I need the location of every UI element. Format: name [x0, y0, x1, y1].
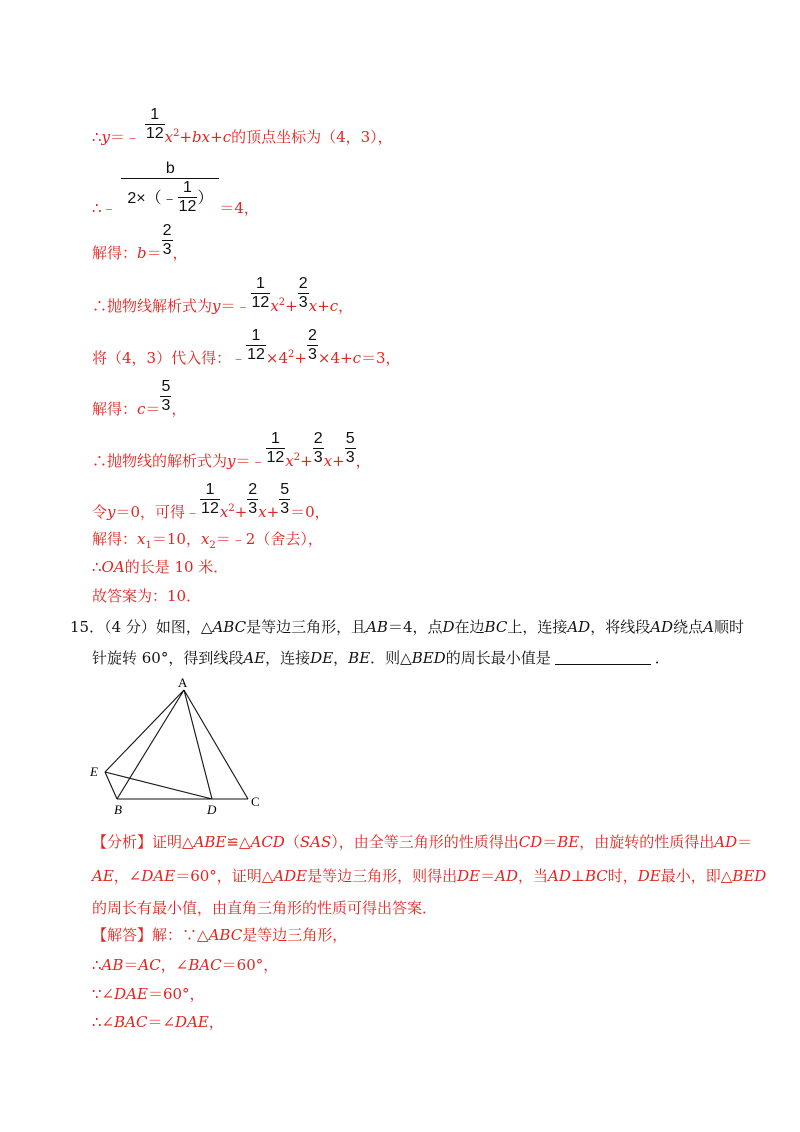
numerator: 2: [307, 327, 317, 344]
var-x: x: [200, 530, 210, 548]
segment-de: [105, 772, 212, 799]
exponent: 2: [293, 452, 301, 463]
text: ，当: [518, 867, 549, 885]
inner-fraction: [178, 179, 198, 216]
answer-line-3: [92, 984, 205, 1004]
denominator: 12: [247, 346, 265, 363]
answer-line-1: [92, 925, 347, 945]
plus: +: [300, 452, 313, 470]
var: BED: [411, 649, 446, 667]
var: ABE: [193, 833, 227, 851]
var: ACD: [250, 833, 285, 851]
term-bx: bx: [192, 128, 211, 146]
var-x: x: [323, 452, 333, 470]
var-x: x: [137, 530, 146, 548]
fraction: [279, 481, 290, 518]
exponent: 2: [228, 503, 235, 514]
text: ∴﹣: [92, 199, 117, 217]
text: ×4+: [317, 349, 353, 367]
text: ＝0，: [290, 503, 330, 521]
var: BE: [557, 833, 580, 851]
var: BAC: [188, 956, 222, 974]
var: BC: [584, 867, 608, 885]
text: 时，: [607, 867, 638, 885]
var: BE: [348, 649, 371, 667]
text: 解得：: [92, 530, 138, 548]
label-b: B: [114, 802, 122, 817]
triangle-figure: [80, 670, 280, 820]
var-y: y: [107, 503, 116, 521]
var: CD: [518, 833, 543, 851]
text: ∴抛物线解析式为: [92, 297, 213, 315]
denominator: [121, 178, 219, 216]
var: SAS: [299, 833, 332, 851]
numerator: 5: [345, 430, 355, 447]
text: ，由旋转的性质得出: [579, 833, 715, 851]
var-x: x: [270, 297, 279, 315]
text: ，∠: [160, 956, 189, 974]
var: DAE: [114, 985, 148, 1003]
fraction: [200, 481, 220, 518]
numerator: 2: [162, 222, 172, 239]
text: ≌△: [226, 833, 251, 851]
var: DE: [310, 649, 334, 667]
equals: ＝: [145, 400, 161, 418]
segment-ac: [184, 690, 248, 799]
text: ，将线段: [590, 618, 651, 636]
text: 解得：: [92, 244, 138, 262]
text: ∴: [92, 956, 102, 974]
text: 的周长最小值是: [445, 649, 551, 667]
numerator: 1: [150, 106, 160, 123]
denominator: 3: [280, 500, 290, 517]
denominator: 3: [162, 241, 172, 258]
var-x: x: [285, 452, 294, 470]
fraction: [307, 327, 318, 364]
text: ×4: [265, 349, 289, 367]
denominator: 12: [201, 500, 219, 517]
question-15-line-1: [70, 615, 744, 639]
text: ＝60°，: [147, 985, 205, 1003]
var-c: c: [352, 349, 361, 367]
text: ＝: [480, 867, 496, 885]
text: 的顶点坐标为（4，3），: [231, 128, 393, 146]
text: 证明△: [152, 833, 194, 851]
denominator: 12: [178, 198, 197, 215]
var: DAE: [141, 867, 176, 885]
text: ＝0，可得﹣: [115, 503, 201, 521]
fraction: [145, 106, 165, 143]
text: ∴抛物线的解析式为: [92, 452, 228, 470]
text: ）: [197, 190, 214, 207]
numerator: 1: [270, 430, 280, 447]
text: ，: [333, 649, 349, 667]
var-y: y: [212, 297, 221, 315]
text: ，: [208, 1013, 224, 1031]
var: BC: [484, 618, 508, 636]
fraction: [266, 430, 286, 467]
plus: +: [210, 128, 223, 146]
var: D: [442, 618, 455, 636]
text: ∴∠: [92, 1013, 115, 1031]
denominator: 3: [345, 449, 355, 466]
var-y: y: [101, 128, 111, 146]
text: ＝4，点: [387, 618, 443, 636]
answer-line-4: [92, 1012, 224, 1032]
text: 针旋转 60°，得到线段: [92, 649, 244, 667]
segment-ad: [184, 690, 212, 799]
solution-line-1: [92, 106, 393, 147]
denominator: 3: [161, 397, 171, 414]
denominator: 3: [298, 294, 308, 311]
var-c: c: [222, 128, 232, 146]
fraction: [247, 481, 258, 518]
text: ，∠: [113, 867, 142, 885]
solution-line-9: [92, 529, 323, 556]
numerator: 2: [248, 481, 258, 498]
text: 是等边三角形，则得出: [307, 867, 458, 885]
var-oa: OA: [101, 558, 125, 576]
text: ⊥: [570, 867, 585, 885]
text: 将（4，3）代入得：﹣: [92, 349, 247, 367]
var: AE: [243, 649, 266, 667]
var: AB: [366, 618, 388, 636]
label-d: D: [207, 802, 217, 817]
text: 上，连接: [507, 618, 568, 636]
var-x: x: [308, 297, 318, 315]
var: ABC: [208, 926, 243, 944]
text: 顺时: [713, 618, 744, 636]
subscript: 1: [145, 540, 152, 551]
solution-line-8: [92, 481, 330, 522]
text: 的长是 10 米．: [124, 558, 229, 576]
plus: +: [332, 452, 345, 470]
solution-line-6: [92, 378, 186, 419]
text: ＝60°，证明△: [175, 867, 274, 885]
question-15-line-2: [92, 646, 670, 670]
text: 是等边三角形，: [242, 926, 348, 944]
var: AD: [650, 618, 674, 636]
compound-fraction: [121, 160, 219, 216]
label-e: E: [90, 764, 98, 779]
text: ＝60°，: [221, 956, 279, 974]
segment-ae: [105, 690, 184, 772]
solution-line-11: 故答案为：10．: [92, 587, 202, 605]
fraction: [345, 430, 356, 467]
text: （: [284, 833, 300, 851]
solution-line-7: [92, 430, 371, 471]
solution-line-3: [92, 222, 188, 263]
text: ＝: [542, 833, 558, 851]
text: 是等边三角形，且: [246, 618, 367, 636]
text: ，: [338, 297, 354, 315]
text: ．: [654, 649, 670, 667]
var-x: x: [164, 128, 174, 146]
text: ，: [172, 244, 188, 262]
analysis-line-1: [92, 832, 752, 852]
numerator: 1: [205, 481, 215, 498]
text: ＝3，: [360, 349, 401, 367]
var-x: x: [258, 503, 267, 521]
solution-line-4: [92, 275, 353, 316]
var: BAC: [114, 1013, 148, 1031]
numerator: 1: [251, 327, 261, 344]
text: ，连接: [265, 649, 311, 667]
numerator: 1: [255, 275, 265, 292]
text: 解得：: [92, 400, 138, 418]
text: 解：∵△: [152, 926, 209, 944]
solution-line-2: [92, 160, 259, 218]
subscript: 2: [209, 540, 216, 551]
answer-blank[interactable]: [555, 650, 651, 665]
plus: +: [179, 128, 193, 146]
solution-line-10: [92, 557, 228, 577]
segment-ab: [117, 690, 184, 799]
var-c: c: [137, 400, 146, 418]
fraction: [313, 430, 324, 467]
denominator: 3: [313, 449, 323, 466]
numerator: 5: [161, 378, 171, 395]
analysis-line-3: 的周长有最小值，由直角三角形的性质可得出答案．: [92, 899, 438, 917]
text: ＝﹣2（舍去），: [215, 530, 323, 548]
var-x: x: [219, 503, 229, 521]
var-y: y: [227, 452, 236, 470]
plus: +: [317, 297, 330, 315]
var: AD: [567, 618, 591, 636]
var: ADE: [273, 867, 308, 885]
equals: ＝: [146, 244, 162, 262]
fraction: [162, 222, 173, 259]
label-c: C: [251, 794, 260, 809]
text: ＝: [123, 956, 139, 974]
text: 令: [92, 503, 108, 521]
exponent: 2: [288, 349, 295, 360]
fraction: [246, 327, 266, 364]
numerator: 2: [298, 275, 308, 292]
plus: +: [234, 503, 248, 521]
equals-neg: ＝﹣: [110, 128, 141, 146]
text: ．则△: [370, 649, 412, 667]
numerator: 1: [183, 179, 192, 196]
exponent: 2: [278, 297, 286, 308]
var: BED: [732, 867, 767, 885]
plus: +: [266, 503, 280, 521]
denominator: 12: [145, 125, 164, 142]
segment-be: [105, 772, 117, 799]
var-b: b: [137, 244, 147, 262]
denominator: 3: [307, 346, 317, 363]
exponent: 2: [173, 128, 180, 139]
var-c: c: [329, 297, 339, 315]
denominator: 3: [248, 500, 258, 517]
var: DE: [457, 867, 481, 885]
equals-neg: ＝﹣: [235, 452, 266, 470]
text: ，: [171, 400, 187, 418]
text: 2×（﹣: [127, 190, 178, 207]
text: 最小，即△: [660, 867, 733, 885]
var: A: [703, 618, 714, 636]
analysis-tag: 【分析】: [92, 833, 153, 851]
text: ＝∠: [147, 1013, 176, 1031]
text: ＝10，: [151, 530, 201, 548]
numerator: 2: [313, 430, 323, 447]
var: AB: [101, 956, 124, 974]
denominator: 12: [266, 449, 285, 466]
fraction: [298, 275, 309, 312]
var: AE: [92, 867, 114, 885]
var: DAE: [175, 1013, 209, 1031]
question-number: 15．: [70, 618, 105, 636]
fraction: [160, 378, 171, 415]
var: ABC: [212, 618, 247, 636]
plus: +: [285, 297, 298, 315]
text: 绕点: [673, 618, 704, 636]
text: （4 分）如图，△: [104, 618, 213, 636]
text: ，: [355, 452, 371, 470]
fraction: [251, 275, 271, 312]
text: ＝: [737, 833, 753, 851]
numerator: 5: [280, 481, 290, 498]
answer-tag: 【解答】: [92, 926, 153, 944]
text: 在边: [454, 618, 485, 636]
analysis-line-2: [92, 866, 766, 886]
text: ∴: [92, 558, 102, 576]
answer-line-2: [92, 955, 278, 975]
var: AD: [548, 867, 571, 885]
text: ＝4，: [219, 199, 259, 217]
therefore-symbol: ∴: [92, 128, 102, 146]
var: AD: [714, 833, 738, 851]
label-a: A: [178, 675, 188, 690]
var: DE: [637, 867, 661, 885]
var: AD: [495, 867, 518, 885]
text: ∵∠: [92, 985, 115, 1003]
plus: +: [294, 349, 307, 367]
var: AC: [138, 956, 161, 974]
solution-line-5: [92, 327, 401, 368]
equals-neg: ＝﹣: [220, 297, 251, 315]
denominator: 12: [251, 294, 270, 311]
numerator: b: [165, 160, 175, 177]
text: ），由全等三角形的性质得出: [331, 833, 519, 851]
